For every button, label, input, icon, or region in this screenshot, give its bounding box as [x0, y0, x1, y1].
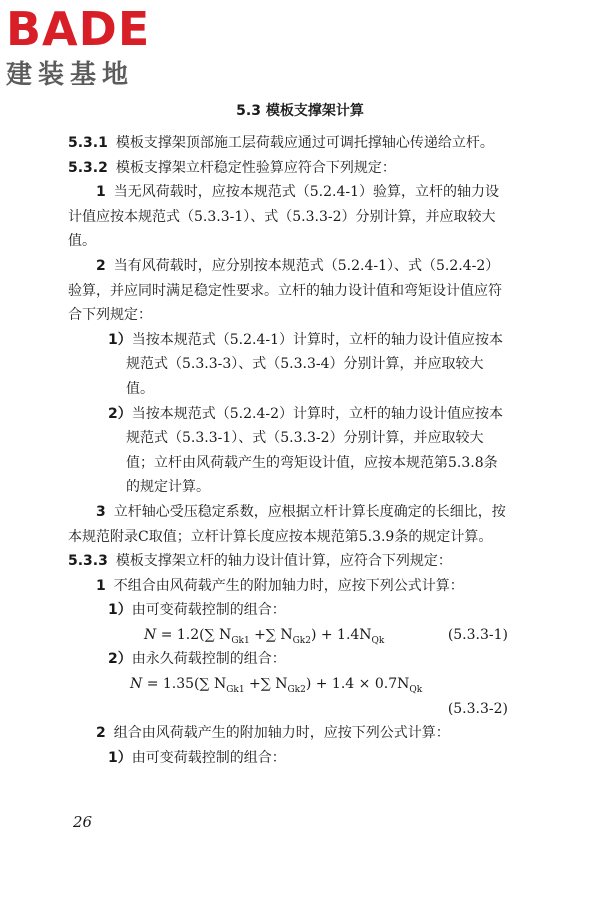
item-number: 2	[96, 257, 106, 274]
sub-item-text: 当按本规范式（5.2.4-1）计算时，立杆的轴力设计值应按本规范式（5.3.3-3）、式（5.3.3-4）分别计算，并应取较大值。	[126, 331, 504, 397]
clause-text: 模板支撑架立杆的轴力设计值计算，应符合下列规定：	[115, 553, 452, 570]
formula-5-3-3-2-number-row	[68, 697, 508, 722]
sub-item-number: 1）	[108, 331, 132, 348]
item-text: 不组合由风荷载产生的附加轴力时，应按下列公式计算：	[113, 577, 464, 594]
formula-expression	[144, 623, 384, 653]
sub-item-number: 2）	[108, 651, 132, 668]
formula-subscript: Gk2	[292, 635, 311, 646]
item	[68, 180, 508, 254]
formula-part: ) + 1.4 × 0.7N	[305, 676, 410, 693]
clause-number: 5.3.1	[68, 135, 108, 151]
sub-item-number: 1）	[108, 749, 132, 766]
formula-part: +∑ N	[244, 676, 288, 693]
formula-part: ) + 1.4N	[310, 626, 372, 643]
formula-subscript: Gk1	[231, 635, 250, 646]
clause-5-3-3	[68, 549, 508, 574]
item-number: 1	[96, 577, 106, 594]
clause-text: 模板支撑架立杆稳定性验算应符合下列规定：	[115, 159, 396, 176]
formula-part: N	[130, 676, 143, 693]
sub-item	[68, 746, 508, 771]
formula-subscript: Qk	[409, 684, 423, 695]
logo-en-text: BADE	[6, 2, 151, 56]
section-title: 5.3 模板支撑架计算	[236, 103, 364, 119]
formula-subscript: Gk1	[226, 684, 245, 695]
formula-5-3-3-1	[68, 623, 508, 648]
clause-5-3-2	[68, 156, 508, 181]
sub-item-text: 当按本规范式（5.2.4-2）计算时，立杆的轴力设计值应按本规范式（5.3.3-1）、式（5.3.3-2）分别计算，并应取较大值；立杆由风荷载产生的弯矩设计值，应按本规范第5.3.8条的规定计算。	[126, 405, 504, 496]
item	[68, 500, 508, 549]
item	[68, 574, 508, 599]
item-text: 立杆轴心受压稳定系数，应根据立杆计算长度确定的长细比，按本规范附录C取值；立杆计算长度应按本规范第5.3.9条的规定计算。	[68, 503, 506, 545]
sub-item	[68, 328, 508, 402]
item-text: 当有风荷载时，应分别按本规范式（5.2.4-1）、式（5.2.4-2）验算，并应同时满足稳定性要求。立杆的轴力设计值和弯矩设计值应符合下列规定：	[68, 257, 502, 324]
publisher-logo	[6, 4, 176, 96]
sub-item-text: 由可变荷载控制的组合：	[131, 749, 286, 766]
clause-text: 模板支撑架顶部施工层荷载应通过可调托撑轴心传递给立杆。	[115, 135, 494, 151]
formula-part: = 1.35(∑ N	[142, 676, 227, 693]
sub-item	[68, 598, 508, 623]
sub-item-text: 由可变荷载控制的组合：	[131, 602, 286, 619]
item	[68, 721, 508, 746]
item-text: 组合由风荷载产生的附加轴力时，应按下列公式计算：	[113, 725, 450, 742]
formula-part: N	[144, 626, 157, 643]
item-number: 2	[96, 725, 106, 742]
logo-chinese: 建装基地	[6, 60, 135, 90]
item-number: 3	[96, 503, 106, 520]
sub-item-number: 1）	[108, 602, 132, 619]
clause-5-3-1	[68, 131, 508, 156]
formula-5-3-3-2-expression-row	[68, 672, 508, 697]
formula-subscript: Qk	[371, 635, 385, 646]
item-text: 当无风荷载时，应按本规范式（5.2.4-1）验算，立杆的轴力设计值应按本规范式（5.3.3-1）、式（5.3.3-2）分别计算，并应取较大值。	[68, 184, 500, 250]
item	[68, 254, 508, 328]
formula-number: (5.3.3-2)	[447, 700, 508, 717]
sub-item	[68, 402, 508, 500]
formula-number: (5.3.3-1)	[447, 626, 508, 643]
clause-number: 5.3.3	[68, 553, 108, 570]
formula-part: = 1.2(∑ N	[156, 626, 232, 643]
item-number: 1	[96, 184, 106, 201]
sub-item-number: 2）	[108, 405, 132, 422]
sub-item-text: 由永久荷载控制的组合：	[131, 651, 286, 668]
formula-part: +∑ N	[249, 626, 293, 643]
logo-wordmark	[6, 4, 176, 54]
page-number: 26	[73, 813, 93, 831]
document-body	[68, 131, 508, 770]
clause-number: 5.3.2	[68, 159, 108, 176]
formula-subscript: Gk2	[287, 684, 306, 695]
